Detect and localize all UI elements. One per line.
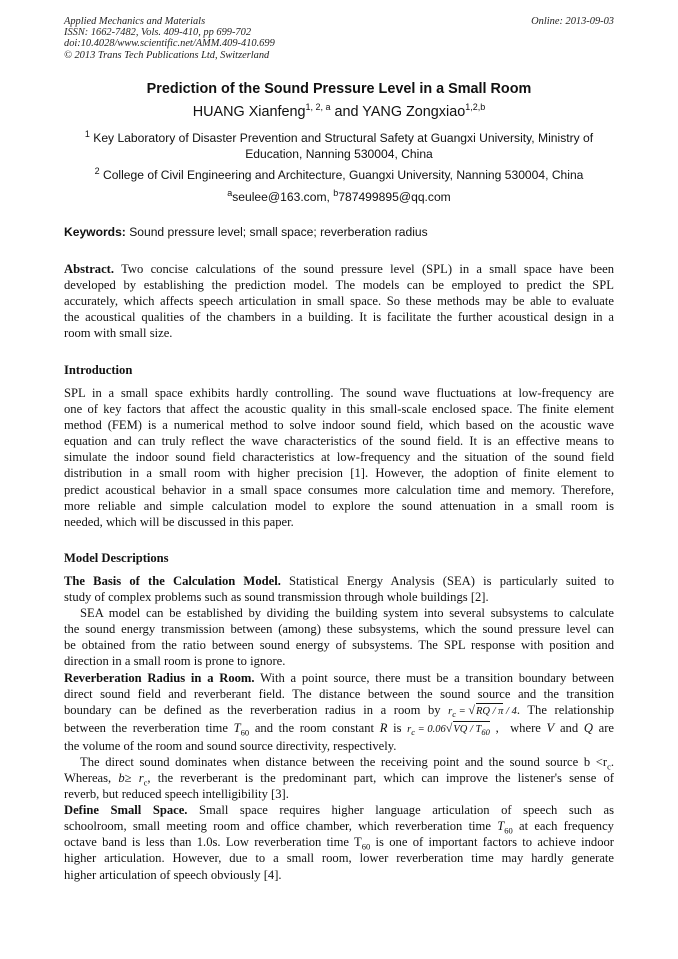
- affiliation-2: [64, 167, 614, 183]
- journal-name: Applied Mechanics and Materials: [64, 16, 206, 27]
- intro-line: method (FEM) is a numerical method to solve indoor sound field, which based on the acoustic wave: [64, 418, 614, 433]
- abstract-line: the acoustical qualities of the chambers in a building. It is facilitate the further acoustical design in a: [64, 310, 614, 325]
- direct-line: The direct sound dominates when distance between the receiving point and the sound source $b <r_c$.: [80, 754, 614, 772]
- author-2: YANG Zongxiao: [362, 104, 466, 120]
- author-and: and: [330, 104, 363, 120]
- model-body: [64, 573, 614, 883]
- author-2-affil: 1,2,b: [465, 102, 486, 113]
- abstract-line: Two concise calculations of the sound pressure level (SPL) in a small space have been: [114, 262, 614, 276]
- sea-line: direction in a small room is prone to ignore.: [64, 654, 286, 669]
- basis-line: study of complex problems such as sound transmission through whole buildings [2].: [64, 590, 489, 605]
- direct-line: reverb, but reduced speech intelligibility [3].: [64, 787, 289, 802]
- email-b-mark: b: [333, 187, 339, 198]
- reverb-line: the volume of the room and sound source directivity, respectively.: [64, 738, 397, 753]
- email-line: [64, 189, 614, 205]
- intro-line: simulate the indoor sound field characteristics at low-frequency and the situation of the sound field: [64, 450, 614, 465]
- abstract-line: accurately, which affects speech articulation in small space. So these methods may be able to evaluate: [64, 294, 614, 309]
- intro-line: more reliable and simple calculation model to explore the sound attenuation in a small room is: [64, 498, 614, 513]
- intro-line: distribution in a small room with higher precision [1]. However, the adoption of finite element to: [64, 466, 614, 481]
- affiliation-1: [64, 130, 614, 162]
- small-line: Small space requires higher language articulation of speech such as: [187, 803, 614, 818]
- reverb-line: direct sound field and reverberant field. The distance between the sound source and the transition: [64, 686, 614, 701]
- direct-line: Whereas, $b\ge r_c$, the reverberant is the predominant part, which can improve the listener's sense of: [64, 770, 614, 788]
- journal-header: [64, 16, 275, 61]
- paper-title: Prediction of the Sound Pressure Level in a Small Room: [146, 81, 532, 97]
- model-heading: Model Descriptions: [64, 551, 169, 565]
- abstract: [64, 261, 614, 341]
- abstract-line: room with small size.: [64, 326, 173, 341]
- sea-line: the sound energy transmission between (among) these subsystems, which the sound pressure level can: [64, 622, 614, 637]
- doi-line: doi:10.4028/www.scientific.net/AMM.409-410.699: [64, 38, 275, 50]
- intro-line: SPL in a small space exhibits hardly controlling. The sound wave fluctuations at low-frequency are: [64, 386, 614, 400]
- copyright-line: © 2013 Trans Tech Publications Ltd, Switzerland: [64, 49, 270, 61]
- reverb-label: Reverberation Radius in a Room.: [64, 670, 255, 685]
- author-1-affil: 1, 2, a: [305, 102, 331, 113]
- author-1: HUANG Xianfeng: [192, 104, 306, 120]
- small-space-label: Define Small Space.: [64, 803, 188, 818]
- introduction-body: [64, 385, 614, 530]
- keywords: [64, 225, 428, 239]
- sea-line: SEA model can be established by dividing the building system into several subsystems to calculate: [80, 606, 614, 621]
- basis-line: Statistical Energy Analysis (SEA) is particularly suited to: [280, 574, 614, 588]
- small-line: higher articulation of speech obviously [4].: [64, 867, 282, 882]
- abstract-label: Abstract.: [64, 262, 115, 276]
- formula-room-constant: $r_c = 0.06√VQ / T_{60}$: [407, 720, 490, 737]
- introduction-heading: Introduction: [64, 363, 133, 377]
- small-line: octave band is less than 1.0s. Low reverberation time $T_{60}$ is one of important factors to achieve indoor: [64, 835, 614, 852]
- email-b: 787499895@qq.com: [338, 190, 451, 204]
- issn-line: ISSN: 1662-7482, Vols. 409-410, pp 699-702: [64, 27, 252, 39]
- intro-line: equation and can truly reflect the wave characteristics of the sound field. It is an effective means to: [64, 434, 614, 449]
- aff-1-line2: Education, Nanning 530004, China: [245, 147, 433, 161]
- small-line: higher articulation. However, due to a small room, lower reverberation time may hardly generate: [64, 851, 614, 866]
- small-line: schoolroom, small meeting room and office chamber, which reverberation time $T_{60}$ at each frequency: [64, 819, 614, 836]
- intro-line: needed, which will be discussed in this paper.: [64, 514, 294, 529]
- reverb-line: With a point source, there must be a transition boundary between: [254, 670, 615, 685]
- reverb-line: boundary can be defined as the reverberation radius in a room by $r_c = √RQ / \pi / 4$. The relationship: [64, 702, 614, 719]
- keywords-text: Sound pressure level; small space; reverberation radius: [125, 225, 428, 239]
- reverb-line: between the reverberation time $T_{60}$ and the room constant R is $r_c = 0.06√VQ / T_{60}$ , where V and Q are: [64, 720, 614, 738]
- sea-line: be obtained from the ratio between sound energy of subsystems. The SPL response with position and: [64, 638, 614, 653]
- email-a: seulee@163.com,: [232, 190, 334, 204]
- intro-line: predict acoustical behavior in a small space consumes more calculation time and memory. Therefore,: [64, 482, 614, 497]
- formula-reverb-radius: $r_c = √RQ / \pi / 4$: [448, 702, 517, 719]
- intro-line: one of key factors that affect the acoustic quality in this small-scale enclosed space. The finite element: [64, 402, 614, 417]
- aff-2-text: College of Civil Engineering and Architecture, Guangxi University, Nanning 530004, China: [102, 168, 584, 182]
- author-line: [0, 104, 678, 120]
- online-date: Online: 2013-09-03: [531, 16, 614, 27]
- abstract-line: developed by establishing the prediction model. The models can be employed to predict the SPL: [64, 278, 614, 293]
- keywords-label: Keywords:: [64, 225, 126, 239]
- aff-1-mark: 1: [84, 128, 90, 139]
- aff-1-line1: Key Laboratory of Disaster Prevention and Structural Safety at Guangxi University, Ministry of: [93, 131, 594, 145]
- basis-label: The Basis of the Calculation Model.: [64, 574, 281, 588]
- aff-2-mark: 2: [94, 165, 100, 176]
- email-a-mark: a: [227, 187, 233, 198]
